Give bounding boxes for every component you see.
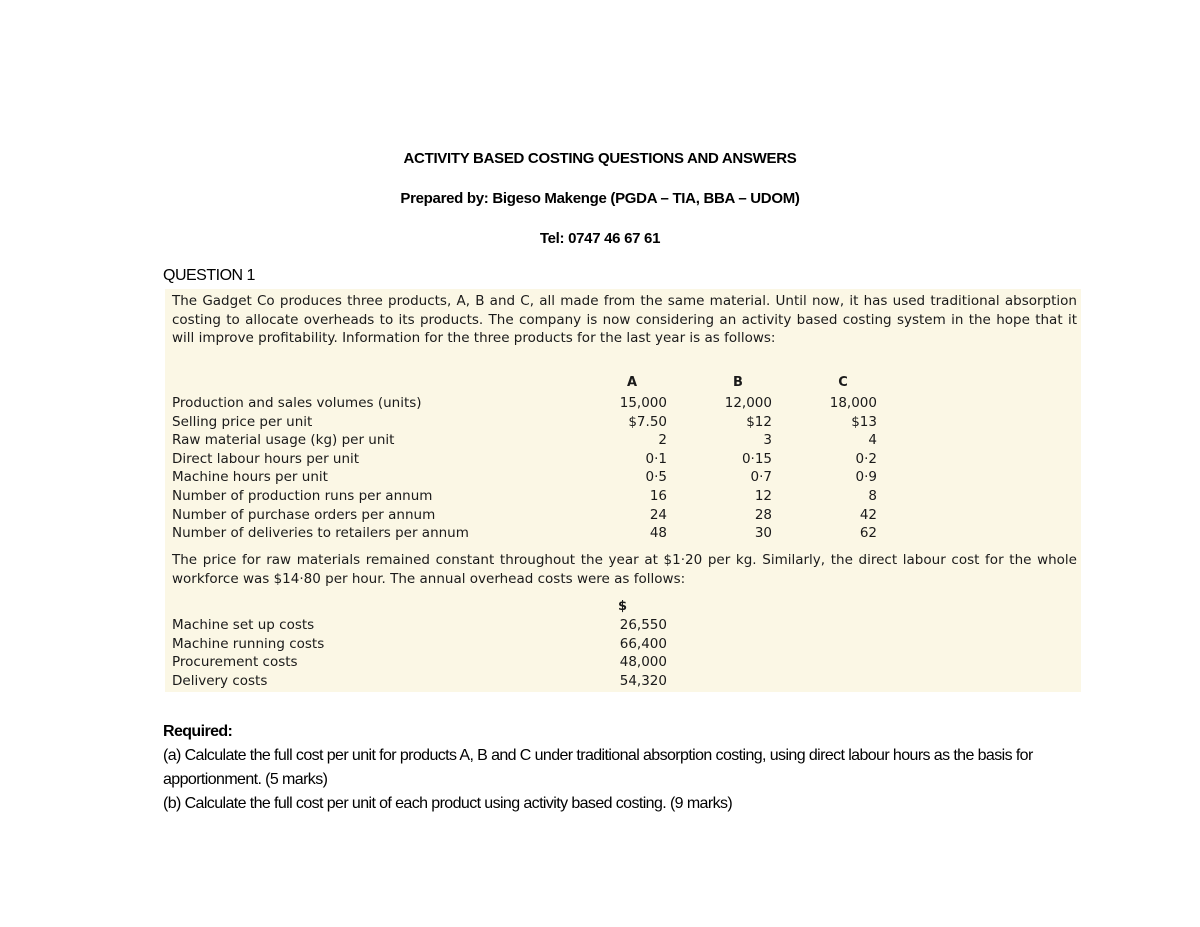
- row-label: Production and sales volumes (units): [172, 395, 422, 411]
- table-row: [172, 451, 1072, 470]
- table-row: [172, 525, 1072, 544]
- row-label: Direct labour hours per unit: [172, 450, 360, 467]
- cell-c: 0·9: [855, 469, 877, 486]
- table-row: [172, 414, 1072, 433]
- intro-text: The Gadget Co produces three products, A, B and C, all made from the same material. Until now, it has used traditional absorption costing to allocate overheads to its products. The company is now considering an activity based costing system in the hope that it will improve profitability. Information for the three products for the last year is as follows:: [172, 293, 1077, 347]
- cell-c: 42: [859, 506, 877, 523]
- row-label: Number of production runs per annum: [172, 488, 433, 504]
- cell-b: 12,000: [724, 395, 772, 411]
- overhead-row: [172, 673, 772, 692]
- cell-c: 18,000: [829, 395, 877, 411]
- overhead-label: Procurement costs: [172, 654, 298, 671]
- overhead-value: 26,550: [619, 617, 667, 633]
- row-label: Machine hours per unit: [172, 469, 328, 486]
- table-row: [172, 469, 1072, 488]
- table-row: [172, 395, 1072, 414]
- cell-a: 48: [649, 525, 667, 542]
- cell-a: 0·5: [645, 469, 667, 486]
- cell-c: 62: [859, 525, 877, 542]
- cell-b: $12: [746, 413, 772, 430]
- overhead-label: Machine running costs: [172, 635, 325, 652]
- question-label: QUESTION 1: [163, 267, 255, 284]
- cell-b: 30: [754, 525, 772, 542]
- document-title: ACTIVITY BASED COSTING QUESTIONS AND ANSWERS: [403, 150, 797, 167]
- cell-a: 16: [649, 488, 667, 504]
- cell-b: 28: [754, 506, 772, 523]
- overhead-row: [172, 617, 772, 636]
- row-label: Raw material usage (kg) per unit: [172, 432, 395, 449]
- cell-b: 0·15: [741, 450, 772, 467]
- cell-b: 0·7: [750, 469, 772, 486]
- overhead-row: [172, 636, 772, 655]
- cell-a: 15,000: [619, 395, 667, 411]
- table-row: [172, 488, 1072, 507]
- column-header-c: C: [838, 375, 848, 390]
- row-label: Number of purchase orders per annum: [172, 506, 436, 523]
- column-header-a: A: [626, 375, 638, 390]
- cell-c: $13: [851, 413, 877, 430]
- required-part-a: (a) Calculate the full cost per unit for products A, B and C under traditional absorption costing, using direct labour hours as the basis for apportionment. (5 marks): [163, 747, 1033, 788]
- overhead-row: [172, 654, 772, 673]
- cell-a: 0·1: [645, 450, 667, 467]
- table-row: [172, 432, 1072, 451]
- currency-header: $: [618, 599, 628, 614]
- cell-b: 12: [754, 488, 772, 504]
- cell-a: 2: [658, 432, 667, 449]
- overhead-value: 48,000: [619, 654, 667, 671]
- cell-c: 8: [868, 488, 877, 504]
- cell-c: 4: [868, 432, 877, 449]
- overhead-label: Machine set up costs: [172, 617, 315, 633]
- overhead-value: 66,400: [619, 635, 667, 652]
- phone-line: Tel: 0747 46 67 61: [539, 230, 661, 247]
- required-part-b: (b) Calculate the full cost per unit of each product using activity based costing. (9 marks): [163, 795, 733, 812]
- overhead-intro-text: The price for raw materials remained constant throughout the year at $1·20 per kg. Similarly, the direct labour cost for the whole workforce was $14·80 per hour. The annual overhead costs were as follows:: [172, 552, 1077, 587]
- overhead-label: Delivery costs: [172, 672, 268, 689]
- cell-a: $7.50: [628, 413, 667, 430]
- table-row: [172, 507, 1072, 526]
- cell-c: 0·2: [855, 450, 877, 467]
- required-section: [163, 720, 1063, 816]
- required-title: Required:: [163, 723, 233, 740]
- question-panel: [165, 289, 1081, 692]
- overhead-value: 54,320: [619, 672, 667, 689]
- cell-a: 24: [649, 506, 667, 523]
- author-line: Prepared by: Bigeso Makenge (PGDA – TIA, BBA – UDOM): [400, 190, 800, 207]
- row-label: Number of deliveries to retailers per annum: [172, 525, 469, 542]
- column-header-b: B: [733, 375, 743, 390]
- row-label: Selling price per unit: [172, 413, 313, 430]
- cell-b: 3: [763, 432, 772, 449]
